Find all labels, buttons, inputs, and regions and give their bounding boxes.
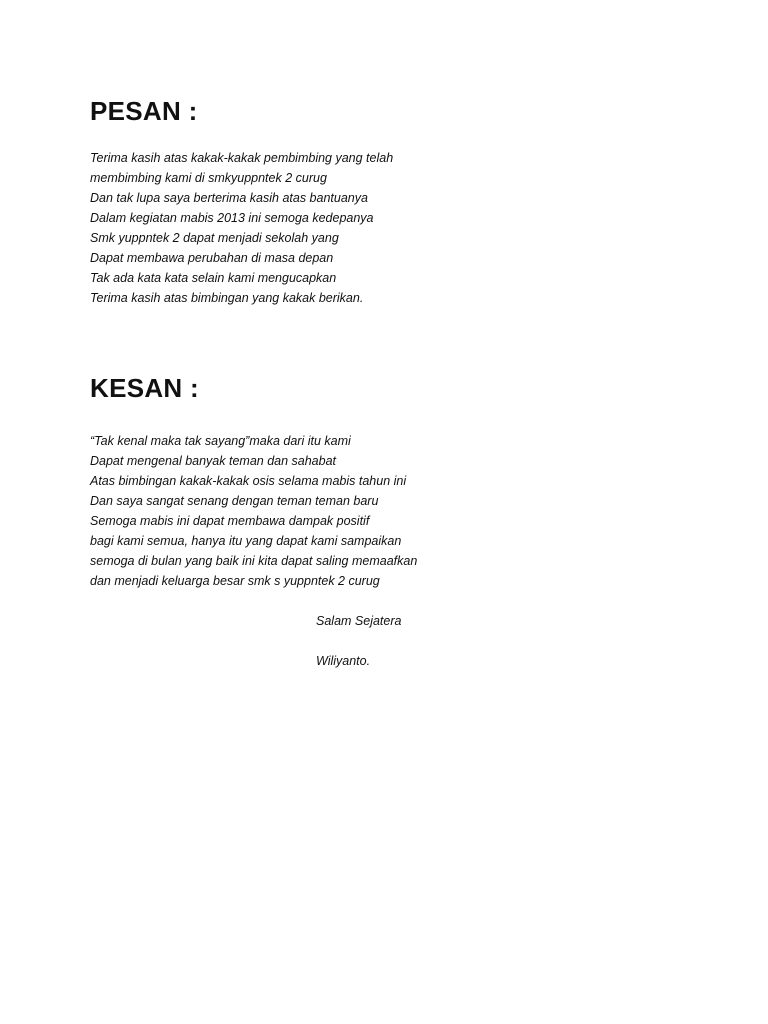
kesan-line: dan menjadi keluarga besar smk s yuppntek 2 curug [90, 574, 380, 588]
kesan-line: bagi kami semua, hanya itu yang dapat kami sampaikan [90, 534, 402, 548]
pesan-paragraph [90, 148, 690, 308]
kesan-heading: KESAN : [90, 373, 199, 403]
pesan-line: Dan tak lupa saya berterima kasih atas bantuanya [90, 191, 368, 205]
pesan-line: Terima kasih atas kakak-kakak pembimbing yang telah [90, 151, 394, 165]
kesan-line: “Tak kenal maka tak sayang”maka dari itu kami [90, 434, 351, 448]
kesan-line: Dan saya sangat senang dengan teman teman baru [90, 494, 379, 508]
pesan-heading: PESAN : [90, 96, 198, 126]
pesan-line: Tak ada kata kata selain kami mengucapkan [90, 271, 337, 285]
pesan-line: Smk yuppntek 2 dapat menjadi sekolah yang [90, 231, 339, 245]
pesan-line: Terima kasih atas bimbingan yang kakak berikan. [90, 291, 364, 305]
kesan-line: semoga di bulan yang baik ini kita dapat saling memaafkan [90, 554, 418, 568]
pesan-line: Dalam kegiatan mabis 2013 ini semoga kedepanya [90, 211, 374, 225]
pesan-line: membimbing kami di smkyuppntek 2 curug [90, 171, 327, 185]
pesan-line: Dapat membawa perubahan di masa depan [90, 251, 334, 265]
closing-salutation: Salam Sejatera [316, 614, 402, 628]
kesan-line: Atas bimbingan kakak-kakak osis selama mabis tahun ini [90, 474, 407, 488]
kesan-line: Dapat mengenal banyak teman dan sahabat [90, 454, 337, 468]
kesan-paragraph [90, 431, 690, 591]
author-name: Wiliyanto. [316, 654, 371, 668]
kesan-line: Semoga mabis ini dapat membawa dampak positif [90, 514, 370, 528]
